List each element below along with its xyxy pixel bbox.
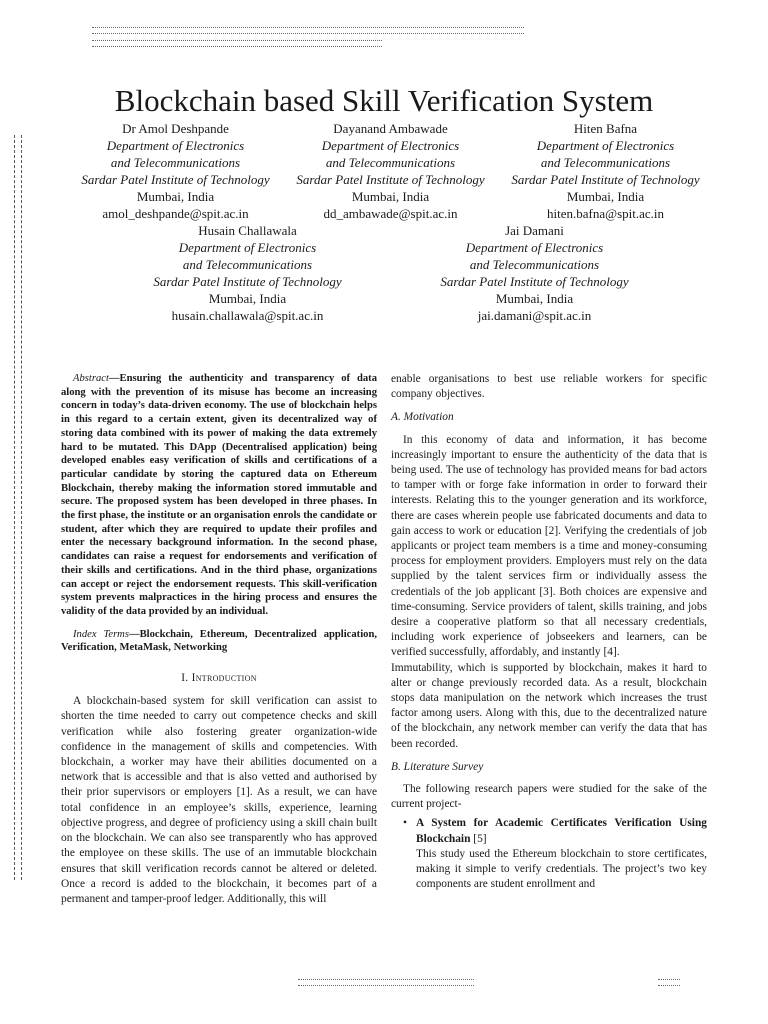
paper-title: Blockchain based Skill Verification System (114, 82, 654, 118)
right-column (391, 372, 707, 893)
author-email: husain.challawala@spit.ac.in (171, 308, 324, 323)
author-name: Husain Challawala (198, 223, 297, 238)
author-name: Dayanand Ambawade (333, 121, 448, 136)
header-rule-1 (92, 27, 524, 34)
author-department: Department of Electronics (536, 138, 675, 153)
author-department-line2: and Telecommunications (325, 155, 456, 170)
literature-intro-paragraph: The following research papers were studied for the sake of the current project- (391, 783, 707, 811)
author-name: Hiten Bafna (573, 121, 638, 136)
author-institute: Sardar Patel Institute of Technology (511, 172, 700, 187)
author-city: Mumbai, India (566, 189, 645, 204)
index-terms (61, 628, 377, 655)
author-email: jai.damani@spit.ac.in (477, 308, 592, 323)
index-terms-text: —Blockchain, Ethereum, Decentralized application, Verification, MetaMask, Networking (61, 628, 377, 654)
continuation-paragraph: enable organisations to best use reliable workers for specific company objectives. (391, 373, 707, 401)
abstract-label: Abstract (73, 373, 109, 384)
side-margin-strip (14, 135, 22, 880)
author-department-line2: and Telecommunications (469, 257, 600, 272)
author-email: hiten.bafna@spit.ac.in (546, 206, 665, 221)
author-department-line2: and Telecommunications (540, 155, 671, 170)
bullet-title: A System for Academic Certificates Verification Using Blockchain (416, 817, 707, 845)
author-email: amol_deshpande@spit.ac.in (102, 206, 249, 221)
section-heading-introduction: I. Introduction (181, 672, 257, 685)
author-name: Jai Damani (505, 223, 564, 238)
subsection-heading-motivation: A. Motivation (391, 411, 454, 424)
author-city: Mumbai, India (136, 189, 215, 204)
subsection-heading-literature-survey: B. Literature Survey (391, 760, 484, 773)
author-block (498, 120, 713, 222)
author-city: Mumbai, India (208, 291, 287, 306)
author-name: Dr Amol Deshpande (122, 121, 229, 136)
list-item (391, 816, 707, 892)
author-block (427, 222, 642, 324)
bullet-body: This study used the Ethereum blockchain to store certificates, making it simple to verify credentials. The project’s two key components are student enrollment and (416, 847, 707, 891)
immutability-paragraph: Immutability, which is supported by blockchain, makes it hard to alter or change previously recorded data. As a result, blockchain stops data manipulation on the network which increases the trust factor among users. Along with this, due to the decentralized nature of the blockchain, any network member can verify the data that has been recorded. (391, 661, 707, 750)
abstract-text: —Ensuring the authenticity and transparency of data along with the prevention of its misuse has become an increasing concern in today’s data-driven economy. The use of blockchain helps in this regard to a certain extent, given its decentralized way of storing data combined with its power of making the data extremely hard to be mutated. This DApp (Decentralised application) being developed enables easy verification of skills and certifications of a particular candidate by storing the captured data on Ethereum Blockchain, thereby making the information stored immutable and secure. The proposed system has been developed in three phases. In the first phase, the institute or an organisation enrols the candidate or student, after which they are required to update their profiles and enter the necessary background information. In the second phase, candidates can raise a request for endorsements and verification of their skills and certifications. And in the third phase, organizations can accept or reject the endorsement requests. This skill-verification system prevents malpractices in the hiring process and ensures the validity of the data provided by an individual. (61, 373, 377, 617)
author-department: Department of Electronics (106, 138, 245, 153)
footer-rule (298, 979, 474, 986)
author-block (68, 120, 283, 222)
bullet-reference: [5] (470, 832, 487, 845)
author-institute: Sardar Patel Institute of Technology (81, 172, 270, 187)
author-block (283, 120, 498, 222)
bullet-icon: • (403, 817, 407, 830)
left-column (61, 372, 377, 907)
author-email: dd_ambawade@spit.ac.in (323, 206, 458, 221)
author-department-line2: and Telecommunications (110, 155, 241, 170)
author-department-line2: and Telecommunications (182, 257, 313, 272)
index-terms-label: Index Terms (73, 628, 129, 640)
intro-paragraph: A blockchain-based system for skill verification can assist to shorten the time needed to carry out competence checks and skill verification while also fostering greater organization-wide confidence in the management of skills and competencies. With blockchain, a worker may have their abilities documented on a network that is accessible and that is also vetted and authorised by their prior supervisors or employers [1]. As a result, we can have total confidence in an employee’s skills, experience, learning objective progress, and degree of proficiency using a skill chain built on the blockchain. We can also see transparently who has approved the employee on these skills. The use of an immutable blockchain ensures that skill verification records cannot be altered or deleted. Once a record is added to the blockchain, it becomes part of a permanent and tamper-proof ledger. Additionally, this will (61, 695, 377, 905)
footer-page-rule (658, 979, 680, 986)
author-city: Mumbai, India (495, 291, 574, 306)
author-institute: Sardar Patel Institute of Technology (440, 274, 629, 289)
header-rule-2 (92, 40, 382, 47)
author-department: Department of Electronics (465, 240, 604, 255)
author-department: Department of Electronics (321, 138, 460, 153)
author-city: Mumbai, India (351, 189, 430, 204)
motivation-paragraph: In this economy of data and information, it has become increasingly important to ensure the authenticity of the data that is being used. The use of technology has provided means for bad actors to tamper with or forge fake information in order to forward their interests. Relating this to the younger generation and its workforce, there are cases wherein people use fabricated documents and data to gain access to work or education [2]. Verifying the credentials of job applicants or project team members is a time and money-consuming process for employment providers. Employers must rely on the data supplied by the talent services firm or individually assess the credentials of the job applicant [3]. Both choices are expensive and time-consuming. Service providers of talent, skills training, and jobs desire a cooperative platform so that all necessary credentials, including work experience of jobseekers and learners, can be verified successfully, affordably, and instantly [4]. (391, 433, 707, 659)
author-institute: Sardar Patel Institute of Technology (153, 274, 342, 289)
author-department: Department of Electronics (178, 240, 317, 255)
author-institute: Sardar Patel Institute of Technology (296, 172, 485, 187)
author-block (140, 222, 355, 324)
abstract (61, 372, 377, 619)
